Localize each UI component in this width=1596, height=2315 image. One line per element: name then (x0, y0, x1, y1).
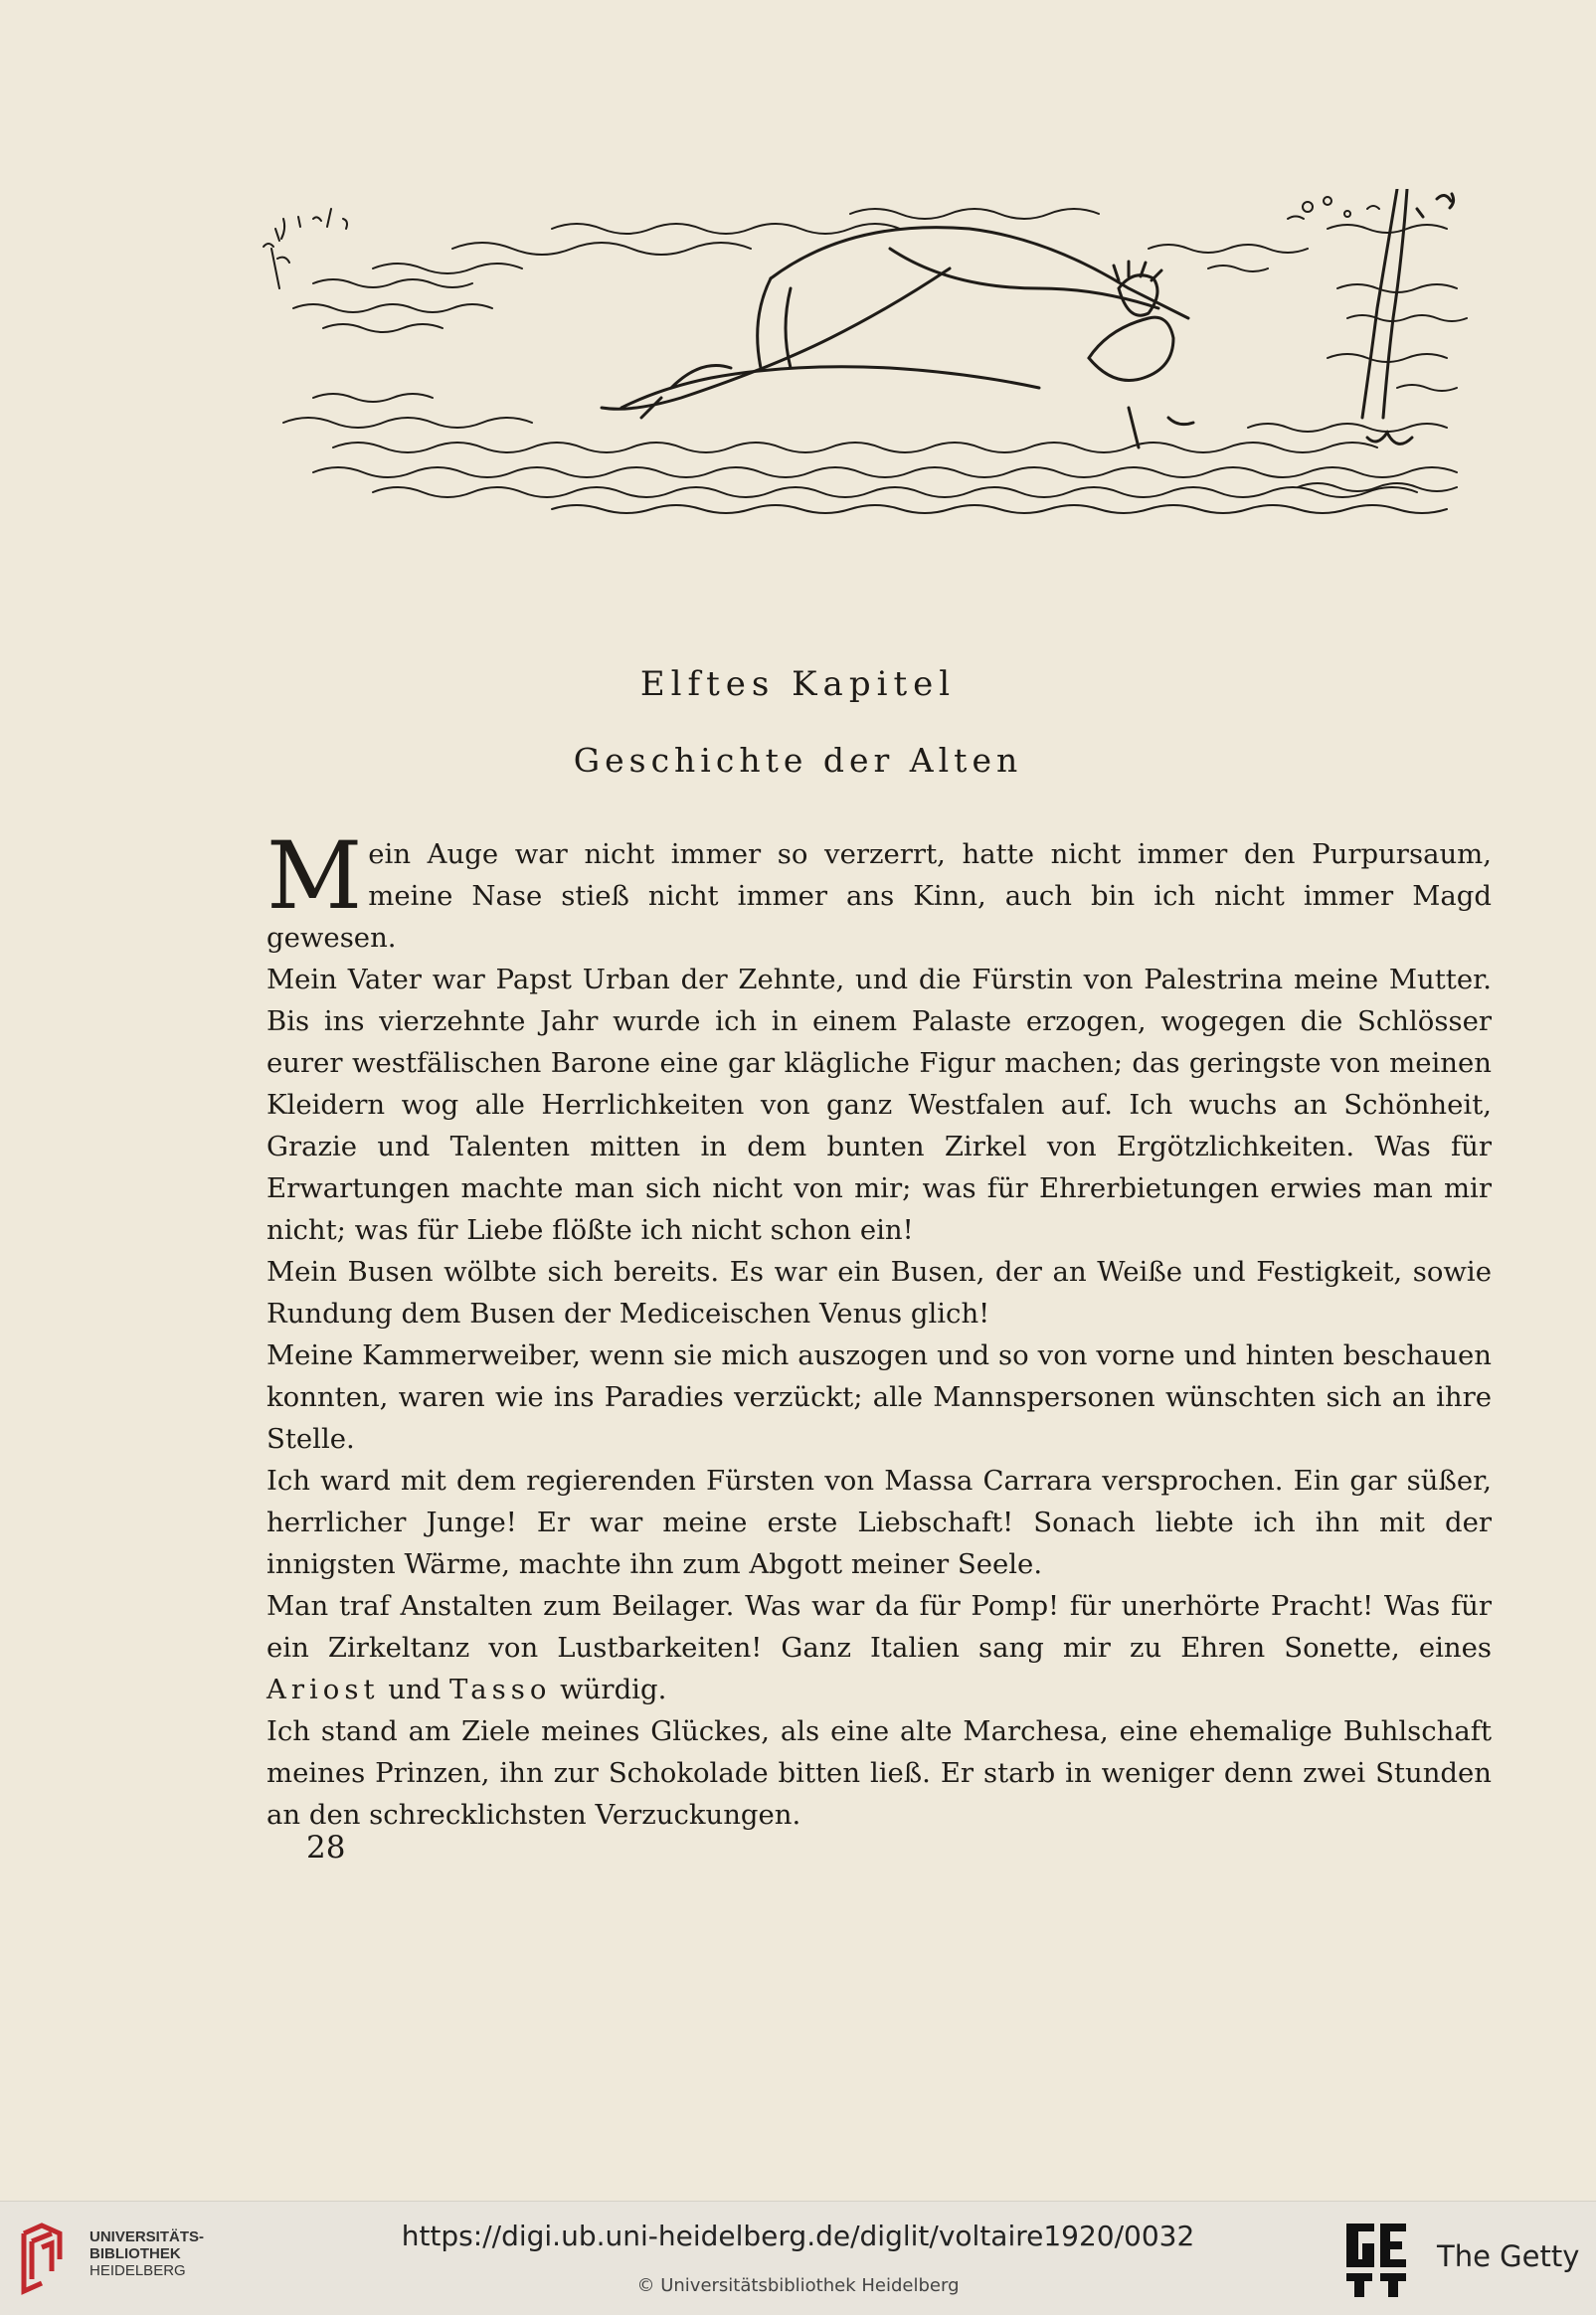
copyright-notice: © Universitätsbibliothek Heidelberg (636, 2275, 960, 2296)
paragraph: Meine Kammerweiber, wenn sie mich auszogen und so von vorne und hinten beschauen konnten, waren wie ins Paradies verzückt; alle Mannspersonen wünschten sich an ihre Stelle. (266, 1339, 1492, 1455)
page-number: 28 (306, 1830, 346, 1866)
name-ariost: Ariost (266, 1674, 380, 1705)
ub-heidelberg-label: UNIVERSITÄTS- BIBLIOTHEK HEIDELBERG (89, 2228, 205, 2279)
getty-label: The Getty (1437, 2239, 1580, 2273)
chapter-title: Elftes Kapitel (639, 664, 957, 704)
chapter-illustration (254, 189, 1511, 517)
paragraph: Mein Auge war nicht immer so verzerrt, hatte nicht immer den Purpursaum, meine Nase stieß nicht immer ans Kinn, auch bin ich nicht immer Magd gewesen. (266, 822, 1492, 954)
paragraph: Ich stand am Ziele meines Glückes, als eine alte Marchesa, eine ehemalige Buhlschaft meines Prinzen, ihn zur Schokolade bitten ließ. Er starb in weniger denn zwei Stunden an den schrecklichsten Verzuckungen. (266, 1715, 1492, 1831)
getty-logo-icon (1344, 2220, 1410, 2299)
name-tasso: Tasso (449, 1674, 552, 1705)
viewer-footer (0, 2201, 1596, 2315)
chapter-body (266, 822, 1492, 1836)
paragraph: Man traf Anstalten zum Beilager. Was war da für Pomp! für unerhörte Pracht! Was für ein Zirkeltanz von Lustbarkeiten! Ganz Italien sang mir zu Ehren Sonette, eines Ariost und Tasso würdig. (266, 1590, 1492, 1705)
paragraph: Mein Busen wölbte sich bereits. Es war ein Busen, der an Weiße und Festigkeit, sowie Rundung dem Busen der Mediceischen Venus glich! (266, 1256, 1492, 1330)
paragraph: Mein Vater war Papst Urban der Zehnte, und die Fürstin von Palestrina meine Mutter. Bis ins vierzehnte Jahr wurde ich in einem Palaste erzogen, wogegen die Schlösser eurer westfälischen Barone eine gar klägliche Figur machen; das geringste von meinen Kleidern wog alle Herrlichkeiten von ganz Westfalen auf. Ich wuchs an Schönheit, Grazie und Talenten mitten in dem bunten Zirkel von Ergötzlichkeiten. Was für Erwartungen machte man sich nicht von mir; was für Ehrerbietungen erwies man mir nicht; was für Liebe flößte ich nicht schon ein! (266, 964, 1492, 1246)
chapter-subtitle: Geschichte der Alten (573, 741, 1023, 780)
permalink-url[interactable]: https://digi.ub.uni-heidelberg.de/diglit/voltaire1920/0032 (401, 2220, 1195, 2252)
paragraph: Ich ward mit dem regierenden Fürsten von Massa Carrara versprochen. Ein gar süßer, herrlicher Junge! Er war meine erste Liebschaft! Sonach liebte ich ihn mit der innigsten Wärme, machte ihn zum Abgott meiner Seele. (266, 1465, 1492, 1580)
drop-cap: M (266, 822, 363, 931)
